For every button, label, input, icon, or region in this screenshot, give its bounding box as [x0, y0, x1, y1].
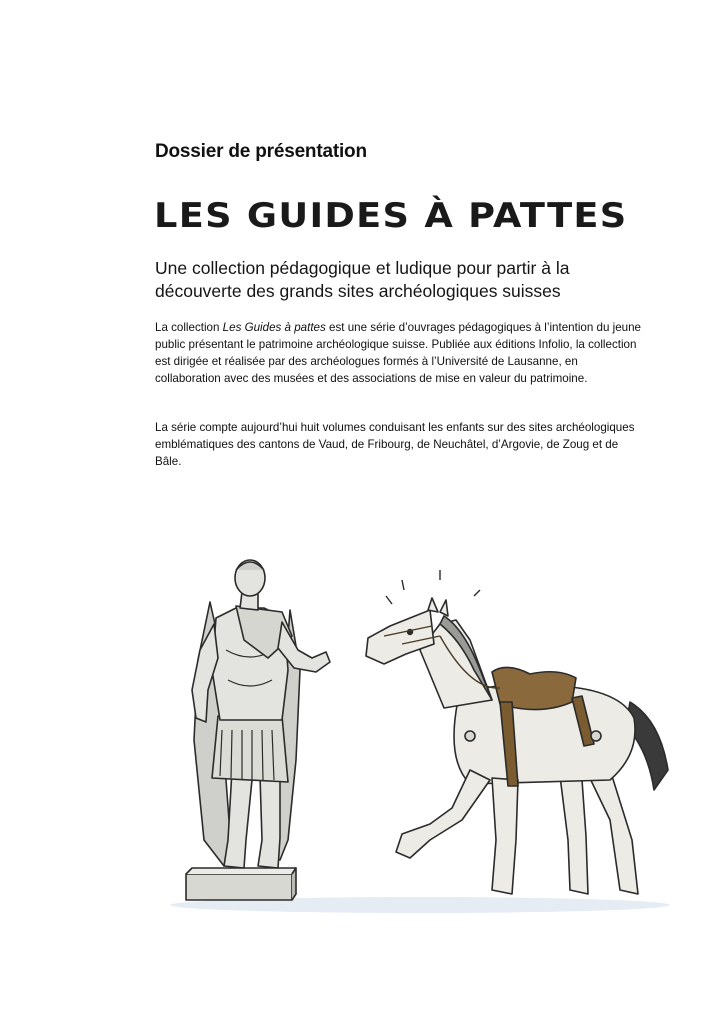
illustration-statue-and-horse: [140, 540, 680, 920]
intro-text-start: La collection: [155, 321, 223, 334]
subtitle-line-1: Une collection pédagogique et ludique pour partir à la: [155, 258, 570, 278]
collection-name: Les Guides à pattes: [222, 321, 326, 334]
document-kicker: Dossier de présentation: [155, 141, 367, 162]
subtitle-line-2: découverte des grands sites archéologiques suisses: [155, 281, 561, 301]
document-subtitle: [155, 257, 625, 303]
intro-text-rest: est une série d’ouvrages pédagogiques à l’intention du jeune public présentant le patrimoine archéologique suisse. Publiée aux éditions Infolio, la collection est dirigée et réalisée par des archéologues formés à l’Université de Lausanne, en collaboration avec des musées et des associations de mise en valeur du patrimoine.: [155, 321, 641, 385]
document-title: LES GUIDES À PATTES: [154, 196, 628, 236]
roman-statue-illustration: [186, 560, 330, 900]
horse-illustration: [366, 570, 668, 894]
series-paragraph: La série compte aujourd’hui huit volumes conduisant les enfants sur des sites archéologiques emblématiques des cantons de Vaud, de Fribourg, de Neuchâtel, d’Argovie, de Zoug et de Bâle.: [155, 421, 635, 468]
intro-paragraph: [155, 319, 645, 387]
